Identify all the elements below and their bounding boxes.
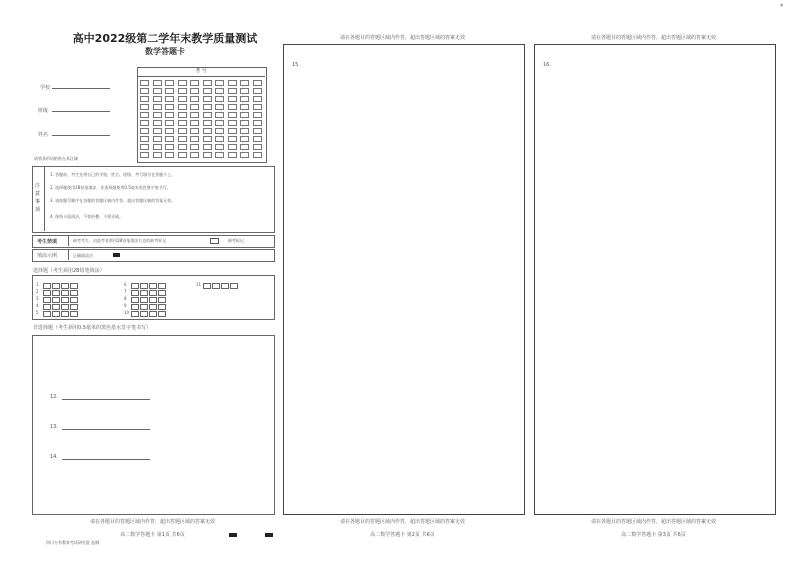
choice-bubble[interactable] xyxy=(158,311,166,317)
choice-bubble[interactable] xyxy=(140,297,148,303)
missing-mark-box[interactable] xyxy=(210,238,219,244)
page3-footer-note: 请在各题目的答题区域内作答，超出答题区域的答案无效 xyxy=(590,519,716,525)
choice-bubble[interactable] xyxy=(61,290,69,296)
zkzh-bubble[interactable] xyxy=(253,112,262,118)
nonchoice-title: 非选择题（考生须用0.5毫米的黑色墨水签字笔书写） xyxy=(33,325,151,331)
page3-footer-page: 高二数学答题卡 第3页 共6页 xyxy=(621,532,686,538)
exam-subtitle: 数学答题卡 xyxy=(145,47,185,56)
choice-bubble[interactable] xyxy=(158,283,166,289)
zkzh-bubble[interactable] xyxy=(240,144,249,150)
choice-bubble[interactable] xyxy=(149,283,157,289)
choice-bubble[interactable] xyxy=(61,297,69,303)
zkzh-bubble[interactable] xyxy=(165,120,174,126)
zkzh-bubble[interactable] xyxy=(228,104,237,110)
choice-number: 7 xyxy=(124,289,127,294)
zkzh-bubble[interactable] xyxy=(215,80,224,86)
fill-example-mark xyxy=(113,253,120,257)
zkzh-bubble[interactable] xyxy=(190,112,199,118)
choice-bubble[interactable] xyxy=(43,283,51,289)
zkzh-bubble[interactable] xyxy=(228,152,237,158)
zkzh-bubble[interactable] xyxy=(190,88,199,94)
zkzh-bubble[interactable] xyxy=(240,88,249,94)
zkzh-bubble[interactable] xyxy=(240,120,249,126)
zkzh-bubble[interactable] xyxy=(228,120,237,126)
zkzh-bubble[interactable] xyxy=(203,80,212,86)
zkzh-bubble[interactable] xyxy=(178,80,187,86)
zkzh-bubble[interactable] xyxy=(140,136,149,142)
zkzh-bubble[interactable] xyxy=(228,128,237,134)
zkzh-bubble[interactable] xyxy=(153,128,162,134)
zkzh-bubble[interactable] xyxy=(153,152,162,158)
choice-bubble[interactable] xyxy=(131,290,139,296)
zkzh-bubble[interactable] xyxy=(165,80,174,86)
barcode-notice: 请将条形码粘贴在本区域 xyxy=(34,156,78,161)
zkzh-bubble[interactable] xyxy=(140,88,149,94)
notice-line-4: 4. 保持卡面清洁，不要折叠、不要弄破。 xyxy=(50,214,124,219)
zkzh-bubble[interactable] xyxy=(253,104,262,110)
zkzh-bubble[interactable] xyxy=(165,88,174,94)
choice-number: 10 xyxy=(124,310,130,315)
choice-bubble[interactable] xyxy=(221,283,229,289)
zkzh-bubble[interactable] xyxy=(153,96,162,102)
choice-number: 11 xyxy=(196,282,202,287)
choice-bubble[interactable] xyxy=(70,283,78,289)
zkzh-bubble[interactable] xyxy=(190,104,199,110)
zkzh-bubble[interactable] xyxy=(178,104,187,110)
zkzh-bubble[interactable] xyxy=(178,88,187,94)
choice-bubble[interactable] xyxy=(140,283,148,289)
choice-bubble[interactable] xyxy=(52,283,60,289)
page3-header-note: 请在各题目的答题区域内作答，超出答题区域的答案无效 xyxy=(590,35,716,41)
zkzh-bubble[interactable] xyxy=(253,128,262,134)
choice-bubble[interactable] xyxy=(43,290,51,296)
choice-bubble[interactable] xyxy=(203,283,211,289)
zkzh-bubble[interactable] xyxy=(215,104,224,110)
zkzh-bubble[interactable] xyxy=(215,112,224,118)
choice-number: 2 xyxy=(36,289,39,294)
q13-line[interactable] xyxy=(62,429,150,430)
choice-bubble[interactable] xyxy=(131,311,139,317)
choice-bubble[interactable] xyxy=(61,311,69,317)
choice-number: 6 xyxy=(124,282,127,287)
examinee-text: 缺考考生，由监考老师用2B铅笔填涂右边的缺考标记 xyxy=(73,238,167,243)
zkzh-bubble[interactable] xyxy=(190,96,199,102)
choice-bubble[interactable] xyxy=(149,311,157,317)
anchor-mark-1 xyxy=(229,533,237,537)
class-field[interactable] xyxy=(52,111,110,112)
choice-bubble[interactable] xyxy=(212,283,220,289)
zkzh-bubble[interactable] xyxy=(178,136,187,142)
zkzh-bubble[interactable] xyxy=(215,96,224,102)
choice-bubble[interactable] xyxy=(158,290,166,296)
choice-bubble[interactable] xyxy=(70,311,78,317)
zkzh-bubble[interactable] xyxy=(178,120,187,126)
notice-title: 注意事项 xyxy=(35,183,41,213)
zkzh-bubble[interactable] xyxy=(190,136,199,142)
choice-bubble[interactable] xyxy=(52,311,60,317)
zkzh-bubble[interactable] xyxy=(215,120,224,126)
notice-line-1: 1. 答题前，考生先将自己的学校、姓名、班级、考号填写在答题卡上。 xyxy=(50,172,176,177)
zkzh-bubble[interactable] xyxy=(203,104,212,110)
choice-bubble[interactable] xyxy=(43,311,51,317)
zkzh-bubble[interactable] xyxy=(140,96,149,102)
page2-header-note: 请在各题目的答题区域内作答，超出答题区域的答案无效 xyxy=(339,35,465,41)
choice-bubble[interactable] xyxy=(131,283,139,289)
q12-label: 12. xyxy=(50,394,58,400)
zkzh-bubble[interactable] xyxy=(190,128,199,134)
zkzh-bubble[interactable] xyxy=(140,104,149,110)
name-field[interactable] xyxy=(52,135,110,136)
q16-label: 16. xyxy=(543,62,551,68)
page1-footer-note: 请在各题目的答题区域内作答，超出答题区域的答案无效 xyxy=(89,519,215,525)
choice-bubble[interactable] xyxy=(140,311,148,317)
zkzh-bubble[interactable] xyxy=(203,96,212,102)
choice-bubble[interactable] xyxy=(158,304,166,310)
corner-mark-icon: ∗ xyxy=(779,2,785,9)
zkzh-bubble[interactable] xyxy=(228,88,237,94)
zkzh-bubble[interactable] xyxy=(215,152,224,158)
zkzh-bubble[interactable] xyxy=(190,152,199,158)
zkzh-bubble[interactable] xyxy=(228,96,237,102)
choice-bubble[interactable] xyxy=(61,304,69,310)
exam-title: 高中2022级第二学年末教学质量测试 xyxy=(72,32,258,45)
zkzh-bubble[interactable] xyxy=(178,96,187,102)
zkzh-bubble[interactable] xyxy=(253,96,262,102)
choice-bubble[interactable] xyxy=(149,297,157,303)
notice-line-2: 2. 选择题使用2B铅笔填涂，非选择题使用0.5毫米黑色签字笔书写。 xyxy=(50,185,171,190)
zkzh-bubble[interactable] xyxy=(228,144,237,150)
zkzh-bubble[interactable] xyxy=(253,88,262,94)
zkzh-bubble[interactable] xyxy=(140,144,149,150)
zkzh-bubble[interactable] xyxy=(140,80,149,86)
zkzh-bubble[interactable] xyxy=(228,112,237,118)
page2-answer-area[interactable] xyxy=(283,44,525,515)
choice-bubble[interactable] xyxy=(140,290,148,296)
choice-number: 9 xyxy=(124,303,127,308)
choice-bubble[interactable] xyxy=(70,297,78,303)
zkzh-bubble[interactable] xyxy=(165,96,174,102)
zkzh-bubble[interactable] xyxy=(228,80,237,86)
zkzh-bubble[interactable] xyxy=(240,128,249,134)
zkzh-bubble[interactable] xyxy=(203,88,212,94)
choice-title: 选择题（考生须用2B铅笔填涂） xyxy=(33,268,105,274)
school-label: 学校 xyxy=(40,85,51,91)
zkzh-bubble[interactable] xyxy=(240,104,249,110)
anchor-mark-2 xyxy=(265,533,273,537)
zkzh-bubble[interactable] xyxy=(215,88,224,94)
q14-line[interactable] xyxy=(62,459,150,460)
zkzh-bubble[interactable] xyxy=(203,136,212,142)
zkzh-bubble[interactable] xyxy=(153,120,162,126)
choice-number: 1 xyxy=(36,282,39,287)
choice-bubble[interactable] xyxy=(70,304,78,310)
choice-bubble[interactable] xyxy=(158,297,166,303)
name-label: 姓名 xyxy=(38,132,49,138)
zkzh-bubble[interactable] xyxy=(253,80,262,86)
zkzh-bubble[interactable] xyxy=(253,144,262,150)
zkzh-bubble[interactable] xyxy=(140,120,149,126)
q12-line[interactable] xyxy=(62,399,150,400)
missing-mark-label: 缺考标记 xyxy=(228,238,244,243)
zkzh-bubble[interactable] xyxy=(178,112,187,118)
choice-bubble[interactable] xyxy=(70,290,78,296)
choice-bubble[interactable] xyxy=(43,297,51,303)
zkzh-bubble[interactable] xyxy=(190,120,199,126)
zkzh-bubble[interactable] xyxy=(165,104,174,110)
zkzh-bubble[interactable] xyxy=(240,112,249,118)
zkzh-header: 考 号 xyxy=(137,67,265,77)
zkzh-bubble[interactable] xyxy=(203,128,212,134)
zkzh-bubble[interactable] xyxy=(140,152,149,158)
page3-answer-area[interactable] xyxy=(534,44,776,515)
nonchoice-box[interactable] xyxy=(32,335,275,515)
zkzh-bubble[interactable] xyxy=(153,144,162,150)
school-field[interactable] xyxy=(52,88,110,89)
choice-number: 3 xyxy=(36,296,39,301)
zkzh-bubble[interactable] xyxy=(153,112,162,118)
choice-number: 4 xyxy=(36,303,39,308)
notice-line-3: 3. 请按题号顺序在各题的答题区域内作答，超出答题区域的答案无效。 xyxy=(50,198,176,203)
zkzh-bubble[interactable] xyxy=(190,80,199,86)
page2-footer-note: 请在各题目的答题区域内作答，超出答题区域的答案无效 xyxy=(339,519,465,525)
choice-bubble[interactable] xyxy=(149,290,157,296)
zkzh-bubble[interactable] xyxy=(203,152,212,158)
zkzh-bubble[interactable] xyxy=(253,120,262,126)
choice-bubble[interactable] xyxy=(149,304,157,310)
zkzh-bubble[interactable] xyxy=(240,152,249,158)
choice-bubble[interactable] xyxy=(131,304,139,310)
q13-label: 13. xyxy=(50,424,58,430)
zkzh-bubble[interactable] xyxy=(240,136,249,142)
choice-bubble[interactable] xyxy=(140,304,148,310)
fill-example-label: 填涂示例 xyxy=(37,253,58,259)
q14-label: 14. xyxy=(50,454,58,460)
zkzh-bubble[interactable] xyxy=(165,112,174,118)
zkzh-bubble[interactable] xyxy=(253,136,262,142)
zkzh-bubble[interactable] xyxy=(203,112,212,118)
zkzh-bubble[interactable] xyxy=(153,104,162,110)
zkzh-bubble[interactable] xyxy=(165,152,174,158)
zkzh-bubble[interactable] xyxy=(153,88,162,94)
choice-bubble[interactable] xyxy=(52,304,60,310)
zkzh-bubble[interactable] xyxy=(203,144,212,150)
fill-example-text: 正确填涂法 xyxy=(73,253,93,258)
zkzh-bubble[interactable] xyxy=(203,120,212,126)
zkzh-bubble[interactable] xyxy=(228,136,237,142)
zkzh-bubble[interactable] xyxy=(178,144,187,150)
page1-footer-page: 高二数学答题卡 第1页 共6页 xyxy=(120,532,185,538)
choice-bubble[interactable] xyxy=(230,283,238,289)
page2-footer-page: 高二数学答题卡 第2页 共6页 xyxy=(370,532,435,538)
zkzh-bubble[interactable] xyxy=(153,136,162,142)
examinee-label: 考生禁填 xyxy=(37,239,58,245)
zkzh-bubble[interactable] xyxy=(140,128,149,134)
zkzh-bubble[interactable] xyxy=(165,144,174,150)
zkzh-bubble[interactable] xyxy=(165,136,174,142)
class-label: 班级 xyxy=(38,108,49,114)
choice-number: 8 xyxy=(124,296,127,301)
zkzh-bubble[interactable] xyxy=(178,128,187,134)
zkzh-bubble[interactable] xyxy=(215,136,224,142)
zkzh-bubble[interactable] xyxy=(215,128,224,134)
zkzh-bubble[interactable] xyxy=(153,80,162,86)
zkzh-bubble[interactable] xyxy=(240,80,249,86)
zkzh-bubble[interactable] xyxy=(215,144,224,150)
zkzh-bubble[interactable] xyxy=(240,96,249,102)
choice-bubble[interactable] xyxy=(52,290,60,296)
choice-bubble[interactable] xyxy=(61,283,69,289)
zkzh-bubble[interactable] xyxy=(140,112,149,118)
zkzh-bubble[interactable] xyxy=(178,152,187,158)
choice-bubble[interactable] xyxy=(131,297,139,303)
q15-label: 15. xyxy=(292,62,300,68)
choice-bubble[interactable] xyxy=(43,304,51,310)
choice-number: 5 xyxy=(36,310,39,315)
zkzh-bubble[interactable] xyxy=(165,128,174,134)
zkzh-bubble[interactable] xyxy=(190,144,199,150)
choice-bubble[interactable] xyxy=(52,297,60,303)
zkzh-bubble[interactable] xyxy=(253,152,262,158)
bottom-small-text: 四川万有教育考试研究院 监制 xyxy=(46,540,100,545)
